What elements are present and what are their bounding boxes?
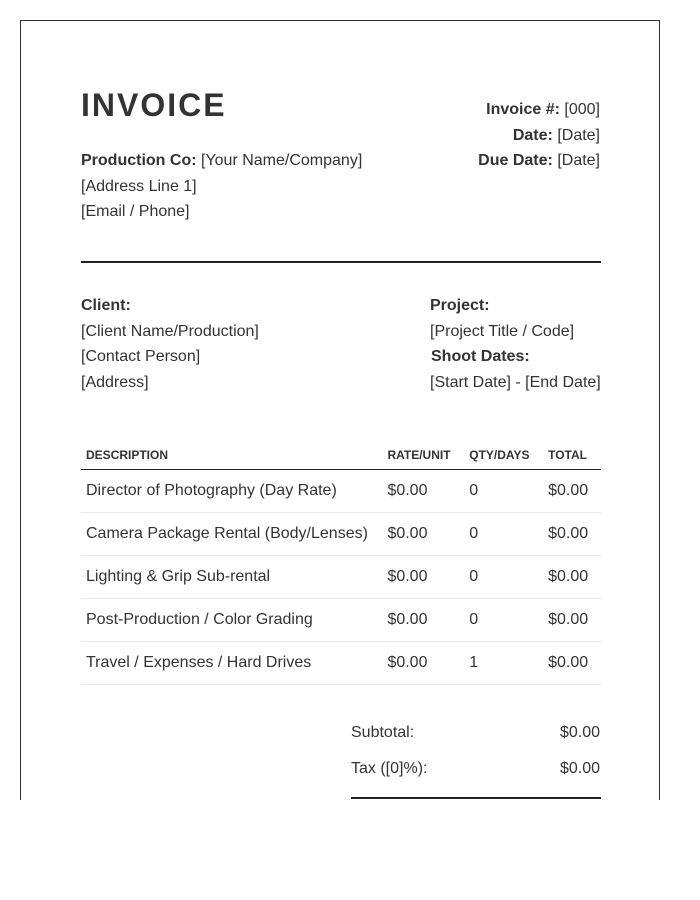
header-divider [81, 261, 601, 263]
client-contact-person: [Contact Person] [81, 348, 201, 365]
item-rate: $0.00 [382, 642, 464, 685]
table-header-row [81, 441, 601, 470]
invoice-due-label: Due Date: [478, 152, 553, 169]
item-qty: 0 [464, 513, 543, 556]
item-qty: 0 [464, 556, 543, 599]
producer-label: Production Co: [81, 152, 197, 169]
item-rate: $0.00 [382, 556, 464, 599]
item-description: Director of Photography (Day Rate) [81, 470, 382, 513]
item-qty: 0 [464, 470, 543, 513]
invoice-number-label: Invoice #: [486, 101, 560, 118]
item-qty: 1 [464, 642, 543, 685]
item-rate: $0.00 [382, 599, 464, 642]
item-description: Lighting & Grip Sub-rental [81, 556, 382, 599]
shoot-dates-value: [Start Date] - [End Date] [430, 374, 601, 391]
client-address: [Address] [81, 374, 149, 391]
table-row [81, 513, 601, 556]
project-label: Project: [430, 297, 490, 314]
producer-contact: [Email / Phone] [81, 203, 190, 220]
item-total: $0.00 [543, 599, 601, 642]
table-row [81, 642, 601, 685]
item-total: $0.00 [543, 513, 601, 556]
item-rate: $0.00 [382, 513, 464, 556]
subtotal-label: Subtotal: [351, 724, 415, 741]
tax-value: $0.00 [559, 760, 600, 777]
producer-line [81, 152, 362, 170]
table-row [81, 556, 601, 599]
column-header-description: DESCRIPTION [81, 441, 382, 470]
table-row [81, 599, 601, 642]
column-header-qty: QTY/DAYS [464, 441, 543, 470]
table-row [81, 470, 601, 513]
column-header-rate: RATE/UNIT [382, 441, 464, 470]
invoice-date [513, 127, 600, 145]
item-description: Travel / Expenses / Hard Drives [81, 642, 382, 685]
invoice-date-value: [Date] [557, 127, 600, 144]
invoice-title: INVOICE [81, 87, 227, 123]
subtotal-value: $0.00 [559, 724, 600, 741]
item-total: $0.00 [543, 556, 601, 599]
invoice-due-date [478, 152, 600, 170]
client-name: [Client Name/Production] [81, 323, 259, 340]
item-qty: 0 [464, 599, 543, 642]
item-description: Camera Package Rental (Body/Lenses) [81, 513, 382, 556]
project-title: [Project Title / Code] [430, 323, 575, 340]
shoot-dates-label: Shoot Dates: [431, 348, 530, 365]
item-rate: $0.00 [382, 470, 464, 513]
column-header-total: TOTAL [543, 441, 601, 470]
tax-label: Tax ([0]%): [351, 760, 428, 777]
item-total: $0.00 [543, 642, 601, 685]
client-label: Client: [81, 297, 131, 314]
totals-divider [351, 797, 601, 799]
invoice-number [486, 101, 600, 119]
invoice-due-value: [Date] [557, 152, 600, 169]
invoice-date-label: Date: [512, 127, 553, 144]
invoice-number-value: [000] [564, 101, 600, 118]
item-total: $0.00 [543, 470, 601, 513]
line-items-table [81, 441, 601, 685]
invoice-page [20, 20, 660, 800]
producer-address: [Address Line 1] [81, 178, 197, 195]
producer-name: [Your Name/Company] [201, 152, 363, 169]
item-description: Post-Production / Color Grading [81, 599, 382, 642]
